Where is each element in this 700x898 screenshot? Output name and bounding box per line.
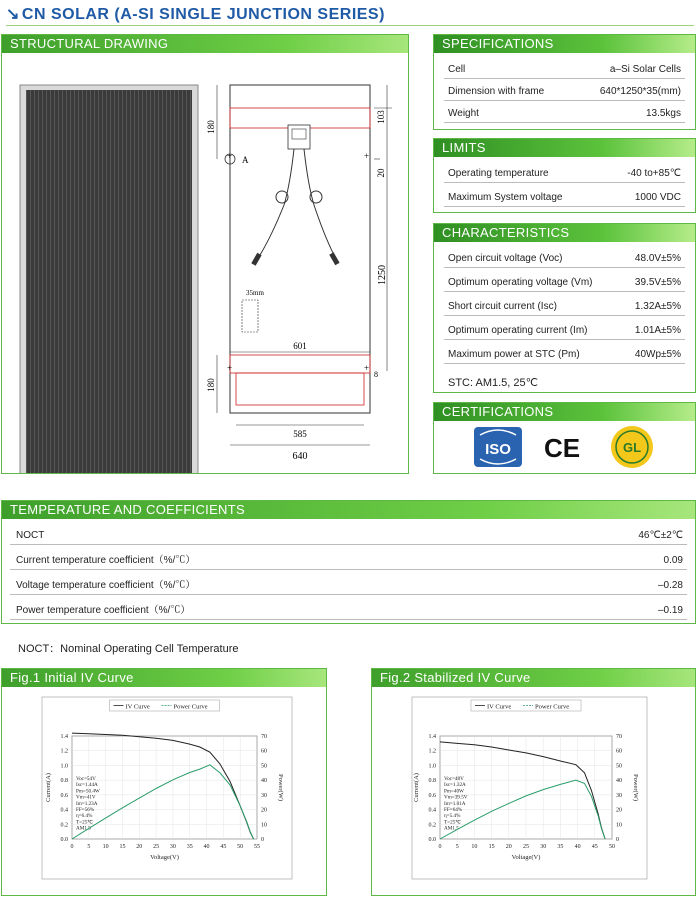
temp-row: Voltage temperature coefficient（%/℃） –0.28 [10,571,687,595]
y2-tick-label: 40 [616,778,622,785]
gl-text: GL [622,440,642,455]
temp-row: NOCT 46℃±2℃ [10,521,687,545]
y2-tick-label: 60 [616,748,622,755]
stc-note: STC: AM1.5, 25℃ [448,377,538,389]
ce-text: CE [543,433,581,463]
char-row: Optimum operating voltage (Vm) 39.5V±5% [444,270,685,292]
page-title: ↘ CN SOLAR (A-SI SINGLE JUNCTION SERIES) [6,6,385,23]
spec-row: Cell a–Si Solar Cells [444,57,685,79]
fig1-panel [1,668,327,896]
char-row: Short circuit current (Isc) 1.32A±5% [444,294,685,316]
dim-585: 585 [293,429,307,439]
x-tick-label: 15 [119,844,126,850]
x-tick-label: 40 [203,844,210,850]
legend-power-label: Power Curve [535,703,570,711]
info-text: T=25℃ [444,819,462,826]
fig2-header: Fig.2 Stabilized IV Curve [372,669,695,687]
panel-front-cells [26,90,192,473]
dim-103: 103 [376,110,386,124]
structural-drawing-header: STRUCTURAL DRAWING [2,35,408,53]
char-row: Open circuit voltage (Voc) 48.0V±5% [444,246,685,268]
structural-drawing [2,55,408,473]
structural-drawing-panel [1,34,409,474]
info-text: Pm=50.4W [76,788,100,795]
x-tick-label: 50 [609,844,615,850]
info-text: Im=1.01A [444,800,466,807]
spec-row: Weight 13.5kgs [444,101,685,123]
fig1-chart [2,689,326,895]
limits-panel [433,138,696,213]
x-tick-label: 25 [153,844,160,850]
x-tick-label: 30 [169,844,176,850]
y-axis-label: Current(A) [45,773,52,802]
detail-a-label: A [242,155,249,165]
svg-text:+: + [364,151,370,161]
x-tick-label: 15 [488,844,495,850]
x-tick-label: 0 [438,844,442,850]
iso-logo [474,427,522,467]
info-text: Im=1.23A [76,800,98,807]
x-tick-label: 0 [70,844,74,850]
y-tick-label: 0.8 [428,778,436,785]
info-text: Vm=41V [76,794,96,801]
x-tick-label: 25 [523,844,529,850]
temp-row: Power temperature coefficient（%/℃） –0.19 [10,596,687,620]
ce-mark [538,427,586,467]
y2-tick-label: 70 [616,734,622,740]
y2-tick-label: 0 [261,837,264,843]
dim-20: 20 [376,168,386,178]
y2-tick-label: 10 [261,822,267,829]
y2-axis-label: Power(W) [632,773,639,802]
y2-axis-label: Power(W) [277,773,284,802]
x-tick-label: 35 [186,844,193,850]
info-text: Voc=48V [444,776,464,782]
x-tick-label: 50 [237,844,244,850]
characteristics-panel [433,223,696,393]
y2-tick-label: 50 [261,763,267,770]
info-text: AM1.5 [76,825,91,832]
dim-35mm: 35mm [246,289,264,297]
dim-640: 640 [292,451,308,462]
x-tick-label: 10 [102,844,109,850]
dim-180-bottom: 180 [206,378,216,392]
fig1-header: Fig.1 Initial IV Curve [2,669,326,687]
info-text: Pm=40W [444,788,464,795]
x-tick-label: 20 [505,844,512,850]
temperature-panel [1,500,696,624]
x-axis-label: Voltage(V) [511,854,541,861]
fig2-chart [372,689,695,895]
info-text: η=6.4% [76,813,93,820]
y-tick-label: 1.4 [60,734,68,740]
fig2-panel [371,668,696,896]
svg-text:+: + [227,151,233,161]
y-tick-label: 0.4 [60,807,68,814]
gl-seal [610,425,654,469]
x-tick-label: 30 [540,844,547,850]
temp-row: Current temperature coefficient（%/℃） 0.09 [10,546,687,570]
y-tick-label: 0.4 [428,807,436,814]
char-row: Maximum power at STC (Pm) 40Wp±5% [444,342,685,364]
noct-note: NOCT：Nominal Operating Cell Temperature [18,643,239,655]
info-text: Voc=54V [76,776,96,782]
iso-text: ISO [485,441,511,458]
certifications-panel [433,402,696,474]
y-tick-label: 0.0 [428,837,436,843]
y-tick-label: 1.2 [60,748,68,755]
slash-icon: ↘ [6,6,20,23]
y2-tick-label: 30 [616,792,622,799]
y-tick-label: 0.8 [60,778,68,785]
y2-tick-label: 0 [616,837,619,843]
certifications-header: CERTIFICATIONS [434,403,695,421]
limits-header: LIMITS [434,139,695,157]
info-text: AM1.5 [444,825,459,832]
y2-tick-label: 40 [261,778,267,785]
y2-tick-label: 50 [616,763,622,770]
y2-tick-label: 60 [261,748,267,755]
limit-row: Maximum System voltage 1000 VDC [444,185,685,207]
char-row: Optimum operating current (Im) 1.01A±5% [444,318,685,340]
x-tick-label: 45 [591,844,598,850]
chart-legend [110,700,220,711]
y-tick-label: 1.2 [428,748,436,755]
info-text: FF=64% [444,807,463,813]
info-text: Isc=1.44A [76,782,98,789]
x-tick-label: 10 [471,844,478,850]
dim-1250: 1250 [377,265,388,285]
y-tick-label: 0.2 [428,822,436,829]
y-tick-label: 1.0 [60,763,68,770]
legend-power-label: Power Curve [173,703,208,711]
x-tick-label: 40 [574,844,581,850]
info-text: T=25℃ [76,819,94,826]
x-axis-label: Voltage(V) [150,854,179,861]
info-text: η=5.4% [444,813,461,820]
legend-iv-label: IV Curve [125,703,150,711]
dim-180-top: 180 [206,120,216,134]
x-tick-label: 55 [254,844,260,850]
spec-row: Dimension with frame 640*1250*35(mm) [444,79,685,101]
legend-iv-label: IV Curve [487,703,512,711]
x-tick-label: 45 [220,844,227,850]
y-tick-label: 0.6 [428,792,436,799]
y-tick-label: 0.6 [60,792,68,799]
junction-box [288,125,310,149]
svg-text:+: + [227,363,233,373]
y-tick-label: 1.4 [428,734,436,740]
y2-tick-label: 20 [616,807,622,814]
info-text: Isc=1.32A [444,782,466,789]
svg-text:+: + [364,363,370,373]
x-tick-label: 5 [87,844,91,850]
y-tick-label: 0.0 [60,837,68,843]
info-text: FF=56% [76,807,95,813]
temperature-header: TEMPERATURE AND COEFFICIENTS [2,501,695,519]
y-tick-label: 1.0 [428,763,436,770]
info-text: Vm=39.5V [444,794,468,801]
x-tick-label: 20 [136,844,143,850]
x-tick-label: 35 [557,844,564,850]
y2-tick-label: 20 [261,807,267,814]
y-axis-label: Current(A) [413,773,420,802]
dim-601: 601 [293,341,307,351]
chart-legend [471,700,581,711]
characteristics-header: CHARACTERISTICS [434,224,695,242]
limit-row: Operating temperature -40 to+85℃ [444,161,685,183]
y-tick-label: 0.2 [60,822,68,829]
x-tick-label: 5 [455,844,459,850]
dim-8: 8 [374,370,378,379]
y2-tick-label: 30 [261,792,267,799]
y2-tick-label: 10 [616,822,622,829]
specifications-panel [433,34,696,130]
specifications-header: SPECIFICATIONS [434,35,695,53]
y2-tick-label: 70 [261,734,267,740]
title-divider [6,25,694,26]
